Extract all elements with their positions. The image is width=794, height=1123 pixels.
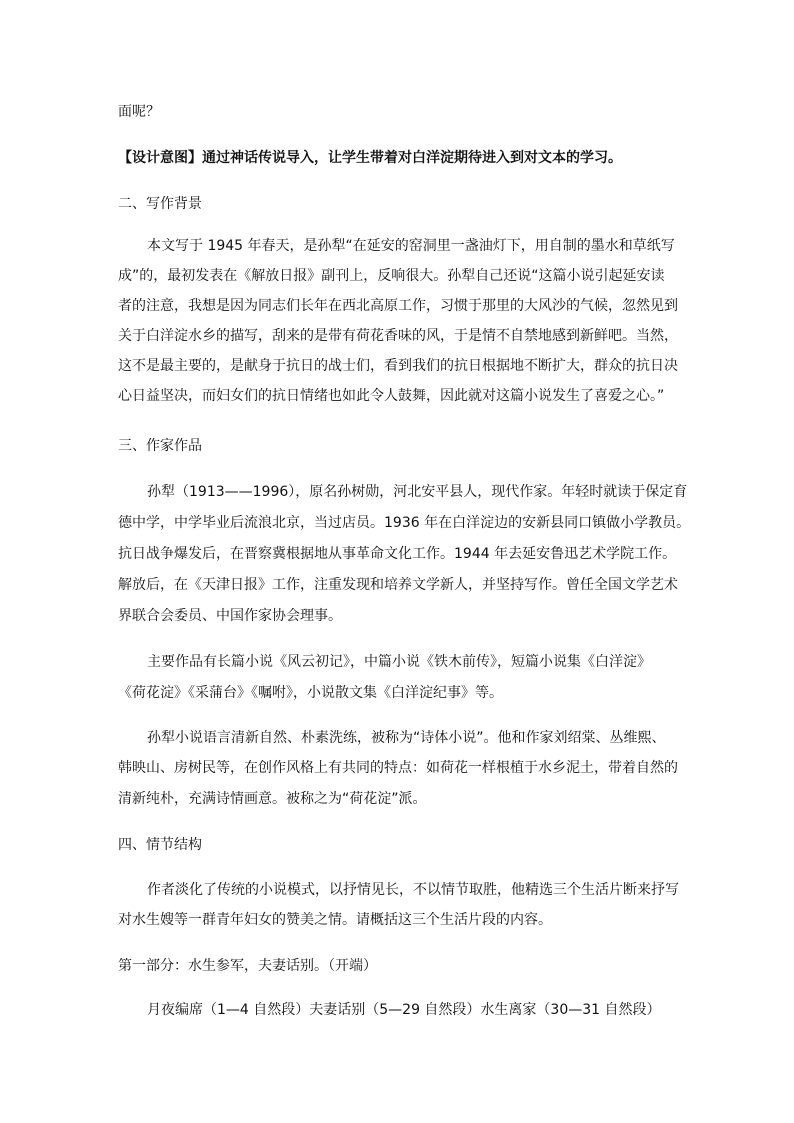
text-line: 者的注意，我想是因为同志们长年在西北高原工作，习惯于那里的大风沙的气候，忽然见到	[118, 298, 678, 314]
section-heading-author-works: 三、作家作品	[118, 438, 202, 454]
text-line: 德中学，中学毕业后流浪北京，当过店员。1936 年在白洋淀边的安新县同口镇做小学教员。	[118, 515, 691, 531]
text-line: 主要作品有长篇小说《风云初记》，中篇小说《铁木前传》，短篇小说集《白洋淀》	[147, 654, 651, 670]
text-line: 面呢？	[118, 104, 160, 120]
text-line: 成”的，最初发表在《解放日报》副刊上，反响很大。孙犁自己还说“这篇小说引起延安读	[118, 268, 665, 284]
text-line: 孙犁小说语言清新自然、朴素洗练，被称为“诗体小说”。他和作家刘绍棠、丛维熙、	[147, 730, 666, 746]
text-line: 抗日战争爆发后，在晋察冀根据地从事革命文化工作。1944 年去延安鲁迅艺术学院工作。	[118, 546, 677, 562]
text-line: 关于白洋淀水乡的描写，刮来的是带有荷花香味的风，于是情不自禁地感到新鲜吧。当然，	[118, 328, 678, 344]
text-line: 《荷花淀》《采蒲台》《嘱咐》，小说散文集《白洋淀纪事》等。	[118, 685, 503, 701]
text-line: 第一部分：水生参军，夫妻话别。（开端）	[118, 958, 377, 974]
section-heading-plot-structure: 四、情节结构	[118, 837, 202, 853]
text-line: 界联合会委员、中国作家协会理事。	[118, 608, 342, 624]
design-intent-paragraph: 【设计意图】通过神话传说导入，让学生带着对白洋淀期待进入到对文本的学习。	[118, 150, 622, 166]
text-line: 作者淡化了传统的小说模式，以抒情见长，不以情节取胜，他精选三个生活片断来抒写	[147, 882, 679, 898]
text-line: 本文写于 1945 年春天，是孙犁“在延安的窑洞里一盏油灯下，用自制的墨水和草纸写	[147, 238, 675, 254]
section-heading-writing-background: 二、写作背景	[118, 196, 202, 212]
text-line: 孙犁（1913——1996），原名孙树勋，河北安平县人，现代作家。年轻时就读于保定育	[147, 484, 688, 500]
text-line: 韩映山、房树民等，在创作风格上有共同的特点：如荷花一样根植于水乡泥土，带着自然的	[118, 760, 678, 776]
text-line: 月夜编席（1—4 自然段）夫妻话别（5—29 自然段）水生离家（30—31 自然段）	[147, 1002, 661, 1018]
text-line: 解放后，在《天津日报》工作，注重发现和培养文学新人，并坚持写作。曾任全国文学艺术	[118, 577, 678, 593]
text-line: 这不是最主要的，是献身于抗日的战士们，看到我们的抗日根据地不断扩大，群众的抗日决	[118, 358, 678, 374]
text-line: 对水生嫂等一群青年妇女的赞美之情。请概括这三个生活片段的内容。	[118, 912, 552, 928]
text-line: 心日益坚决，而妇女们的抗日情绪也如此令人鼓舞，因此就对这篇小说发生了喜爱之心。”	[118, 388, 665, 404]
text-line: 清新纯朴，充满诗情画意。被称之为“荷花淀”派。	[118, 791, 427, 807]
